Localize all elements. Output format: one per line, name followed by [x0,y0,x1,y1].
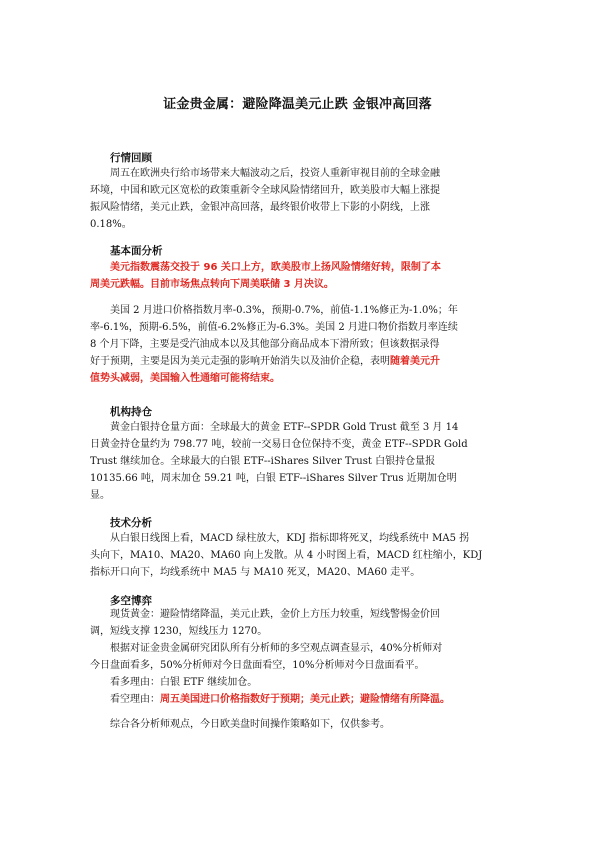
paragraph-market-review [90,165,510,233]
text-line: 8 个月下降，主要是受汽油成本以及其他部分商品成本下滑所致；但该数据录得 [90,339,440,350]
text-line: 综合各分析师观点，今日欧美盘时间操作策略如下，仅供参考。 [110,719,390,730]
text-line: 头向下，MA10、MA20、MA60 向上发散。从 4 小时图上看，MACD 红柱缩小，KDJ [90,550,483,561]
highlight-segment: 随着美元升 [390,356,440,367]
bear-label: 看空理由： [110,694,160,705]
highlight-line: 值势头减弱，美国输入性通缩可能将结束。 [90,373,280,384]
text-line: Trust 继续加仓。全球最大的白银 ETF--iShares Silver Trust 白银持仓量报 [90,456,436,467]
text-line: 美国 2 月进口价格指数月率-0.3%，预期-0.7%，前值-1.1%修正为-1.0%；年 [110,305,458,316]
text-line: 日黄金持仓量约为 798.77 吨，较前一交易日仓位保持不变，黄金 ETF--SPDR Gold [90,439,468,450]
heading-holdings: 机构持仓 [110,406,152,418]
text-line: 环境，中国和欧元区宽松的政策重新令全球风险情绪回升，欧美股市大幅上涨提 [90,185,440,196]
text-line: 根据对证金贵金属研究团队所有分析师的多空观点调查显示，40%分析师对 [110,643,443,654]
paragraph-outlook [90,606,510,708]
text-line: 今日盘面看多，50%分析师对今日盘面看空，10%分析师对今日盘面看平。 [90,660,425,671]
paragraph-fundamentals-highlight [90,259,510,293]
text-line: 从白银日线图上看，MACD 绿柱放大，KDJ 指标即将死叉，均线系统中 MA5 拐 [110,533,470,544]
text-line: 现货黄金：避险情绪降温，美元止跌，金价上方压力较重，短线警惕金价回 [110,609,440,620]
heading-outlook: 多空博弈 [110,595,152,607]
text-line: 指标开口向下，均线系统中 MA5 与 MA10 死叉，MA20、MA60 走平。 [90,567,421,578]
text-line: 周五在欧洲央行给市场带来大幅波动之后，投资人重新审视目前的全球金融 [110,168,440,179]
text-line: 率-6.1%，预期-6.5%，前值-6.2%修正为-6.3%。美国 2 月进口物价指数月率连续 [90,322,458,333]
text-line: 黄金白银持仓量方面：全球最大的黄金 ETF--SPDR Gold Trust 截至 3 月 14 [110,422,459,433]
heading-technical: 技术分析 [110,517,152,529]
text-segment: 好于预期，主要是因为美元走强的影响开始消失以及油价企稳，表明 [90,356,390,367]
text-line: 调，短线支撑 1230，短线压力 1270。 [90,626,268,637]
heading-market-review: 行情回顾 [110,152,152,164]
text-line [90,691,510,708]
highlight-line: 美元指数震荡交投于 96 关口上方，欧美股市上扬风险情绪好转，限制了本 [110,262,441,273]
heading-fundamentals: 基本面分析 [110,245,163,257]
text-line: 振风险情绪，美元止跌，金银冲高回落，最终银价收带上下影的小阴线，上涨 [90,202,430,213]
page-title: 证金贵金属：避险降温美元止跌 金银冲高回落 [163,97,432,112]
paragraph-holdings [90,419,510,504]
paragraph-conclusion [90,716,510,733]
text-line: 0.18%。 [90,219,132,230]
paragraph-fundamentals [90,302,510,387]
paragraph-technical [90,530,510,581]
text-line: 10135.66 吨，周末加仓 59.21 吨，白银 ETF--iShares Silver Trus 近期加仓明 [90,473,457,484]
highlight-line: 周美元跌幅。目前市场焦点转向下周美联储 3 月决议。 [90,279,334,290]
text-line: 显。 [90,490,110,501]
text-line: 看多理由：白银 ETF 继续加仓。 [110,677,258,688]
bear-reason: 周五美国进口价格指数好于预期；美元止跌；避险情绪有所降温。 [160,694,450,705]
text-line [90,353,510,370]
